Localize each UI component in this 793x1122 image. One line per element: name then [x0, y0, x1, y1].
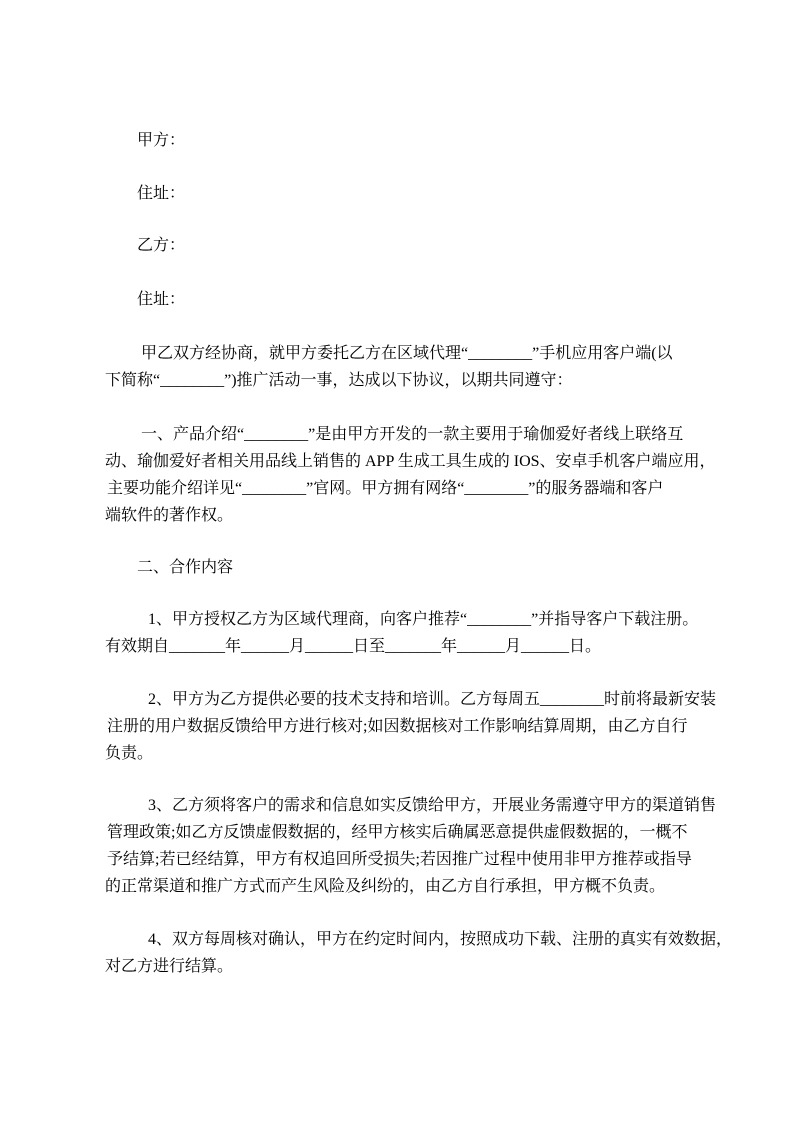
- party-a-label: 甲方：: [137, 132, 186, 149]
- address-a-label: 住址：: [137, 185, 186, 202]
- clause-1-line: 1、甲方授权乙方为区域代理商，向客户推荐“________”并指导客户下载注册。: [148, 611, 699, 628]
- section-one-line: 端软件的著作权。: [105, 507, 234, 524]
- clause-4-line: 4、双方每周核对确认，甲方在约定时间内，按照成功下载、注册的真实有效数据，: [148, 931, 733, 948]
- party-b-label: 乙方：: [137, 237, 186, 254]
- clause-4-line: 对乙方进行结算。: [105, 958, 234, 975]
- section-one-line: 主要功能介绍详见“________”官网。甲方拥有网络“________”的服务器端和客户: [107, 480, 664, 497]
- intro-line: 下简称“________”)推广活动一事，达成以下协议，以期共同遵守：: [105, 372, 573, 389]
- clause-2-line: 负责。: [105, 745, 154, 762]
- clause-2-line: 注册的用户数据反馈给甲方进行核对;如因数据核对工作影响结算周期，由乙方自行: [107, 718, 688, 735]
- clause-1-line: 有效期自_______年______月______日至_______年______月______日。: [105, 638, 602, 655]
- clause-3-line: 的正常渠道和推广方式而产生风险及纠纷的，由乙方自行承担，甲方概不负责。: [105, 878, 666, 895]
- section-one-line: 动、瑜伽爱好者相关用品线上销售的 APP 生成工具生成的 IOS、安卓手机客户端应用，: [105, 453, 716, 470]
- section-two-heading: 二、合作内容: [137, 559, 234, 576]
- clause-3-line: 予结算;若已经结算，甲方有权追回所受损失;若因推广过程中使用非甲方推荐或指导: [107, 851, 692, 868]
- address-b-label: 住址：: [137, 291, 186, 308]
- clause-3-line: 3、乙方须将客户的需求和信息如实反馈给甲方，开展业务需遵守甲方的渠道销售: [148, 797, 717, 814]
- clause-3-line: 管理政策;如乙方反馈虚假数据的，经甲方核实后确属恶意提供虚假数据的，一概不: [107, 824, 688, 841]
- section-one-line: 一、产品介绍“________”是由甲方开发的一款主要用于瑜伽爱好者线上联络互: [141, 426, 684, 443]
- intro-line: 甲乙双方经协商，就甲方委托乙方在区域代理“________”手机应用客户端(以: [141, 345, 673, 362]
- clause-2-line: 2、甲方为乙方提供必要的技术支持和培训。乙方每周五________时前将最新安装: [148, 691, 717, 708]
